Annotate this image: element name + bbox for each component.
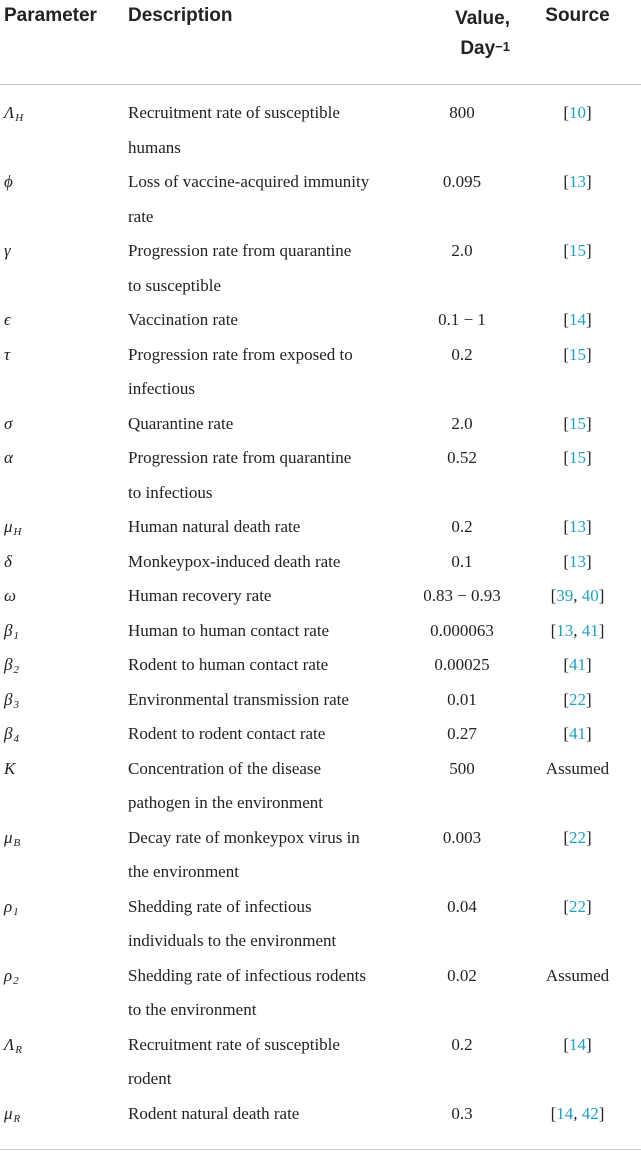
parameter-value: 0.000063 [430, 620, 494, 640]
description-line: rate [128, 206, 154, 226]
parameter-value: 0.2 [451, 517, 473, 536]
parameter-value: 0.2 [451, 1034, 473, 1054]
parameter-description [128, 890, 408, 959]
parameter-source: [22] [563, 689, 592, 709]
parameter-symbol [4, 338, 10, 373]
source-text: Assumed [545, 758, 610, 778]
reference-link[interactable]: 15 [569, 344, 586, 364]
parameter-symbol [4, 752, 15, 787]
parameter-value: 0.1 − 1 [438, 310, 486, 329]
parameter-symbol [4, 821, 20, 858]
parameter-symbol [4, 717, 19, 754]
parameter-source: [41] [563, 724, 592, 743]
parameter-source [520, 752, 635, 787]
table-row [0, 407, 641, 442]
parameter-source: [15] [563, 344, 592, 364]
parameter-source: [14] [563, 1034, 592, 1054]
symbol-subscript: 2 [13, 974, 19, 987]
parameter-symbol [4, 890, 19, 927]
parameter-description [128, 959, 408, 1028]
description-line: Human to human contact rate [128, 620, 330, 640]
parameter-value: 0.04 [447, 896, 477, 916]
parameter-description [128, 752, 408, 821]
parameter-value: 0.02 [447, 965, 477, 985]
symbol-subscript: H [15, 112, 24, 124]
description-line: Vaccination rate [128, 310, 238, 329]
symbol-subscript: R [13, 1112, 21, 1125]
symbol-subscript: R [15, 1043, 23, 1056]
reference-link[interactable]: 41 [569, 724, 586, 743]
header-source: Source [545, 5, 610, 26]
reference-link[interactable]: 41 [581, 620, 599, 640]
symbol-text: ϕ [4, 172, 13, 191]
symbol-text: μ [4, 517, 13, 536]
header-value-line2 [390, 34, 510, 64]
description-line: rodent [128, 1069, 172, 1088]
table-row [0, 510, 641, 545]
parameter-source: [22] [563, 827, 592, 847]
description-line: Human natural death rate [128, 517, 301, 536]
parameter-symbol [4, 441, 13, 476]
table-row [0, 545, 641, 580]
parameter-source: [14, 42] [550, 1103, 605, 1123]
description-line: to susceptible [128, 275, 222, 295]
symbol-text: μ [4, 827, 13, 847]
parameter-symbol [4, 545, 12, 580]
parameter-value: 0.2 [451, 344, 473, 364]
description-line: Shedding rate of infectious [128, 896, 312, 916]
parameter-symbol [4, 303, 11, 338]
parameter-source: [39, 40] [550, 586, 605, 605]
parameter-source: [15] [563, 413, 592, 433]
reference-link[interactable]: 22 [569, 689, 586, 709]
parameter-value: 0.003 [442, 827, 482, 847]
parameter-value: 800 [449, 103, 475, 122]
parameter-symbol [4, 96, 23, 133]
header-value [390, 4, 510, 64]
header-description: Description [128, 5, 233, 26]
symbol-text: γ [4, 241, 11, 260]
reference-link[interactable]: 10 [569, 103, 586, 122]
parameter-symbol [4, 407, 12, 442]
parameter-description [128, 1028, 408, 1097]
parameter-symbol [4, 579, 16, 614]
description-line: Loss of vaccine-acquired immunity [128, 172, 370, 191]
header-value-exponent: −1 [495, 39, 510, 54]
symbol-text: τ [4, 344, 11, 364]
reference-link[interactable]: 15 [569, 241, 586, 260]
table-row [0, 303, 641, 338]
reference-link[interactable]: 14 [569, 1034, 586, 1054]
parameter-description [128, 303, 408, 338]
symbol-text: σ [4, 413, 13, 433]
parameter-value: 0.3 [451, 1103, 473, 1123]
table-row [0, 648, 641, 683]
symbol-subscript: 1 [13, 629, 19, 642]
symbol-text: β [4, 620, 13, 640]
reference-link[interactable]: 14 [556, 1103, 574, 1123]
symbol-text: Λ [4, 1034, 15, 1054]
symbol-text: ω [4, 586, 17, 605]
reference-link[interactable]: 42 [581, 1103, 599, 1123]
parameter-source: [41] [563, 655, 592, 674]
parameter-source [520, 959, 635, 994]
symbol-subscript: B [13, 836, 21, 849]
description-line: pathogen in the environment [128, 793, 323, 812]
table-bottom-rule [0, 1149, 641, 1150]
description-line: infectious [128, 379, 196, 398]
table-row [0, 683, 641, 718]
reference-link[interactable]: 13 [569, 172, 586, 191]
description-line: Progression rate from quarantine [128, 448, 352, 467]
parameter-value: 0.83 − 0.93 [423, 586, 501, 605]
reference-link[interactable]: 13 [569, 517, 586, 536]
parameter-description [128, 614, 408, 649]
description-line: the environment [128, 862, 239, 881]
description-line: individuals to the environment [128, 931, 337, 950]
parameter-value: 2.0 [451, 413, 473, 433]
table-row [0, 165, 641, 234]
table-header [0, 0, 641, 85]
source-text: Assumed [545, 965, 610, 985]
description-line: Rodent to rodent contact rate [128, 724, 326, 743]
parameter-symbol [4, 683, 19, 720]
parameter-source: [13, 41] [550, 620, 605, 640]
description-line: Progression rate from quarantine [128, 241, 352, 260]
parameter-description [128, 821, 408, 890]
parameter-source: [13] [563, 551, 592, 571]
table-body [0, 85, 641, 1131]
reference-link[interactable]: 15 [569, 413, 586, 433]
symbol-text: ϵ [4, 310, 11, 329]
symbol-subscript: 1 [13, 905, 19, 918]
parameter-symbol [4, 614, 19, 651]
reference-link[interactable]: 13 [556, 620, 574, 640]
reference-link[interactable]: 40 [581, 586, 599, 605]
reference-link[interactable]: 13 [569, 551, 586, 571]
parameter-value: 0.27 [447, 724, 477, 743]
parameter-symbol [4, 959, 19, 996]
reference-link[interactable]: 39 [556, 586, 574, 605]
symbol-text: δ [4, 551, 12, 571]
parameter-value: 0.01 [447, 689, 477, 709]
parameter-symbol [4, 510, 22, 547]
description-line: to infectious [128, 482, 213, 502]
symbol-text: μ [4, 1103, 13, 1123]
parameter-source: [13] [563, 172, 592, 191]
description-line: Rodent natural death rate [128, 1103, 300, 1123]
parameter-description [128, 1097, 408, 1132]
description-line: Progression rate from exposed to [128, 344, 353, 364]
table-row [0, 96, 641, 165]
description-line: to the environment [128, 1000, 257, 1019]
table-row [0, 441, 641, 510]
symbol-text: β [4, 689, 13, 709]
parameter-value: 0.1 [451, 551, 473, 571]
parameter-description [128, 165, 408, 234]
table-row [0, 890, 641, 959]
parameter-source: [15] [563, 241, 592, 260]
parameter-description [128, 545, 408, 580]
parameter-symbol [4, 1028, 22, 1065]
parameter-description [128, 234, 408, 303]
parameter-source: [15] [563, 448, 592, 467]
table-row [0, 717, 641, 752]
table-row [0, 1097, 641, 1132]
reference-link[interactable]: 22 [569, 896, 586, 916]
parameter-symbol [4, 1097, 20, 1134]
table-row [0, 234, 641, 303]
header-value-line1: Value, [455, 8, 510, 29]
parameter-description [128, 441, 408, 510]
parameter-source: [10] [563, 103, 592, 122]
header-value-unit: Day [460, 38, 496, 59]
symbol-text: β [4, 655, 13, 674]
header-parameter: Parameter [4, 5, 97, 26]
parameter-description [128, 407, 408, 442]
table-row [0, 614, 641, 649]
symbol-subscript: 3 [13, 698, 19, 711]
parameter-value: 0.52 [447, 448, 477, 467]
symbol-subscript: H [13, 526, 22, 538]
parameter-description [128, 717, 408, 752]
description-line: Recruitment rate of susceptible [128, 1034, 340, 1054]
symbol-subscript: 2 [13, 664, 19, 676]
description-line: Recruitment rate of susceptible [128, 103, 340, 122]
parameter-value: 2.0 [451, 241, 473, 260]
parameter-description [128, 683, 408, 718]
symbol-text: α [4, 448, 13, 467]
table-row [0, 338, 641, 407]
reference-link[interactable]: 41 [569, 655, 586, 674]
reference-link[interactable]: 14 [569, 310, 586, 329]
parameter-source: [22] [563, 896, 592, 916]
parameter-source: [13] [563, 517, 592, 536]
table-row [0, 959, 641, 1028]
description-line: Environmental transmission rate [128, 689, 349, 709]
table-row [0, 752, 641, 821]
parameter-value: 500 [449, 758, 475, 778]
symbol-text: ρ [4, 896, 13, 916]
parameter-description [128, 510, 408, 545]
parameter-description [128, 579, 408, 614]
parameter-description [128, 338, 408, 407]
parameter-value: 0.095 [442, 172, 482, 191]
symbol-text: Λ [4, 103, 15, 122]
table-row [0, 1028, 641, 1097]
parameter-source: [14] [563, 310, 592, 329]
parameter-description [128, 96, 408, 165]
reference-link[interactable]: 15 [569, 448, 586, 467]
reference-link[interactable]: 22 [569, 827, 586, 847]
symbol-subscript: 4 [13, 733, 19, 745]
parameter-symbol [4, 234, 11, 269]
symbol-text: ρ [4, 965, 13, 985]
description-line: Quarantine rate [128, 413, 234, 433]
description-line: Shedding rate of infectious rodents [128, 965, 366, 985]
symbol-text: K [4, 758, 16, 778]
parameter-description [128, 648, 408, 683]
symbol-text: β [4, 724, 13, 743]
parameter-symbol [4, 648, 19, 685]
description-line: humans [128, 137, 181, 157]
parameter-value: 0.00025 [434, 655, 490, 674]
parameter-symbol [4, 165, 13, 200]
table-row [0, 821, 641, 890]
description-line: Rodent to human contact rate [128, 655, 329, 674]
description-line: Monkeypox-induced death rate [128, 551, 341, 571]
description-line: Decay rate of monkeypox virus in [128, 827, 360, 847]
description-line: Human recovery rate [128, 586, 272, 605]
table-row [0, 579, 641, 614]
description-line: Concentration of the disease [128, 758, 322, 778]
